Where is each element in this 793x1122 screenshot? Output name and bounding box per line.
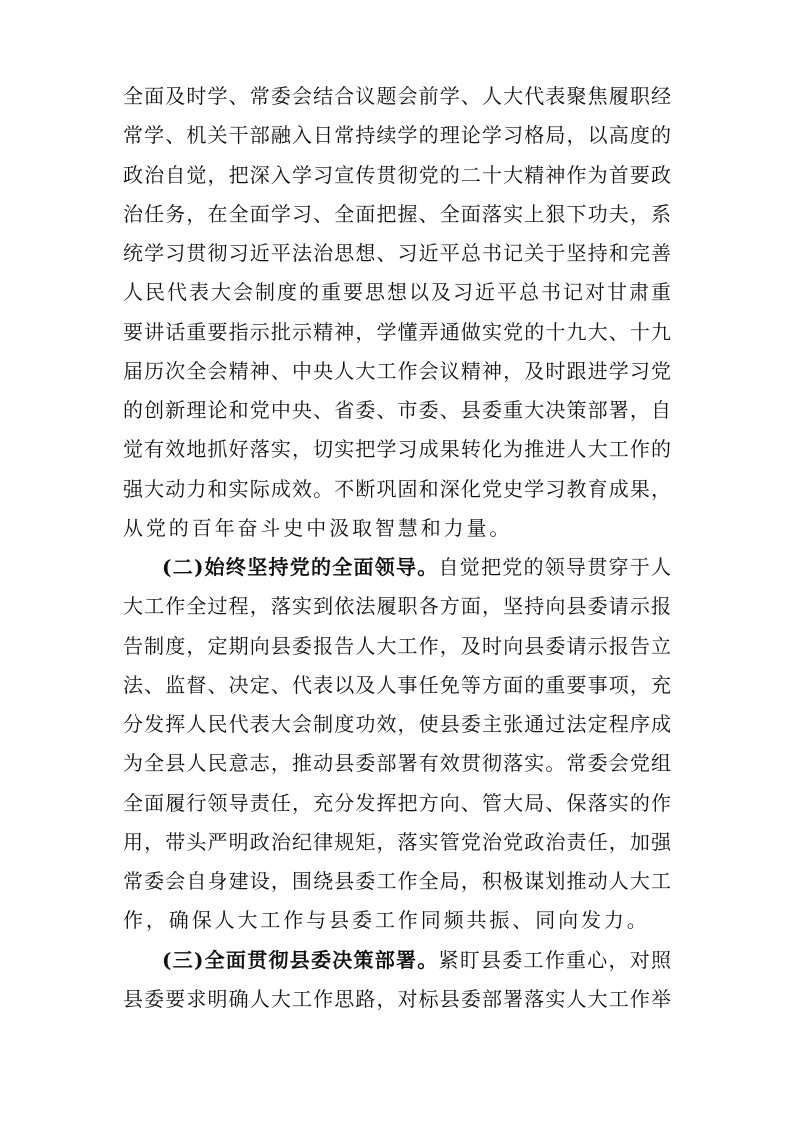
text-line: 人民代表大会制度的重要思想以及习近平总书记对甘肃重 — [123, 280, 672, 305]
text-line: 全面及时学、常委会结合议题会前学、人大代表聚焦履职经 — [123, 84, 672, 108]
text-line: 法、监督、决定、代表以及人事任免等方面的重要事项，充 — [123, 672, 672, 697]
text-line: 告制度，定期向县委报告人大工作，及时向县委请示报告立 — [123, 633, 672, 658]
text-line: 要讲话重要指示批示精神，学懂弄通做实党的十九大、十九 — [123, 319, 672, 344]
text-line: 觉有效地抓好落实，切实把学习成果转化为推进人大工作的 — [123, 437, 672, 462]
text-line: 政治自觉，把深入学习宣传贯彻党的二十大精神作为首要政 — [123, 162, 672, 187]
section-heading-line — [123, 548, 672, 587]
text-line: 常学、机关干部融入日常持续学的理论学习格局，以高度的 — [123, 123, 672, 148]
paragraph-3 — [123, 941, 672, 1020]
text-line: 治任务，在全面学习、全面把握、全面落实上狠下功夫，系 — [123, 201, 672, 226]
text-line: 分发挥人民代表大会制度功效，使县委主张通过法定程序成 — [123, 712, 672, 736]
document-page — [123, 77, 672, 1019]
text-line: 从党的百年奋斗史中汲取智慧和力量。 — [123, 515, 513, 540]
text-line: 全面履行领导责任，充分发挥把方向、管大局、保落实的作 — [123, 790, 672, 815]
text-line: 届历次全会精神、中央人大工作会议精神，及时跟进学习党 — [123, 358, 672, 383]
text-line: 常委会自身建设，围绕县委工作全局，积极谋划推动人大工 — [123, 869, 672, 893]
text-line: 作，确保人大工作与县委工作同频共振、同向发力。 — [123, 908, 650, 933]
section-heading-line — [123, 941, 672, 980]
paragraph-1 — [123, 77, 672, 548]
section-heading: (三)全面贯彻县委决策部署。 — [162, 947, 439, 972]
text-line: 统学习贯彻习近平法治思想、习近平总书记关于坚持和完善 — [123, 241, 672, 265]
text-line: 县委要求明确人大工作思路，对标县委部署落实人大工作举 — [123, 986, 672, 1011]
section-heading: (二)始终坚持党的全面领导。 — [162, 555, 439, 579]
text-line: 大工作全过程，落实到依法履职各方面，坚持向县委请示报 — [123, 594, 672, 619]
text-line: 为全县人民意志，推动县委部署有效贯彻落实。常委会党组 — [123, 751, 672, 776]
text-line: 用，带头严明政治纪律规矩，落实管党治党政治责任，加强 — [123, 829, 672, 854]
paragraph-2 — [123, 548, 672, 941]
text-line: 自觉把党的领导贯穿于人 — [438, 555, 672, 579]
text-line: 紧盯县委工作重心，对照 — [438, 947, 672, 972]
text-line: 的创新理论和党中央、省委、市委、县委重大决策部署，自 — [123, 398, 672, 422]
text-line: 强大动力和实际成效。不断巩固和深化党史学习教育成果， — [123, 476, 672, 501]
